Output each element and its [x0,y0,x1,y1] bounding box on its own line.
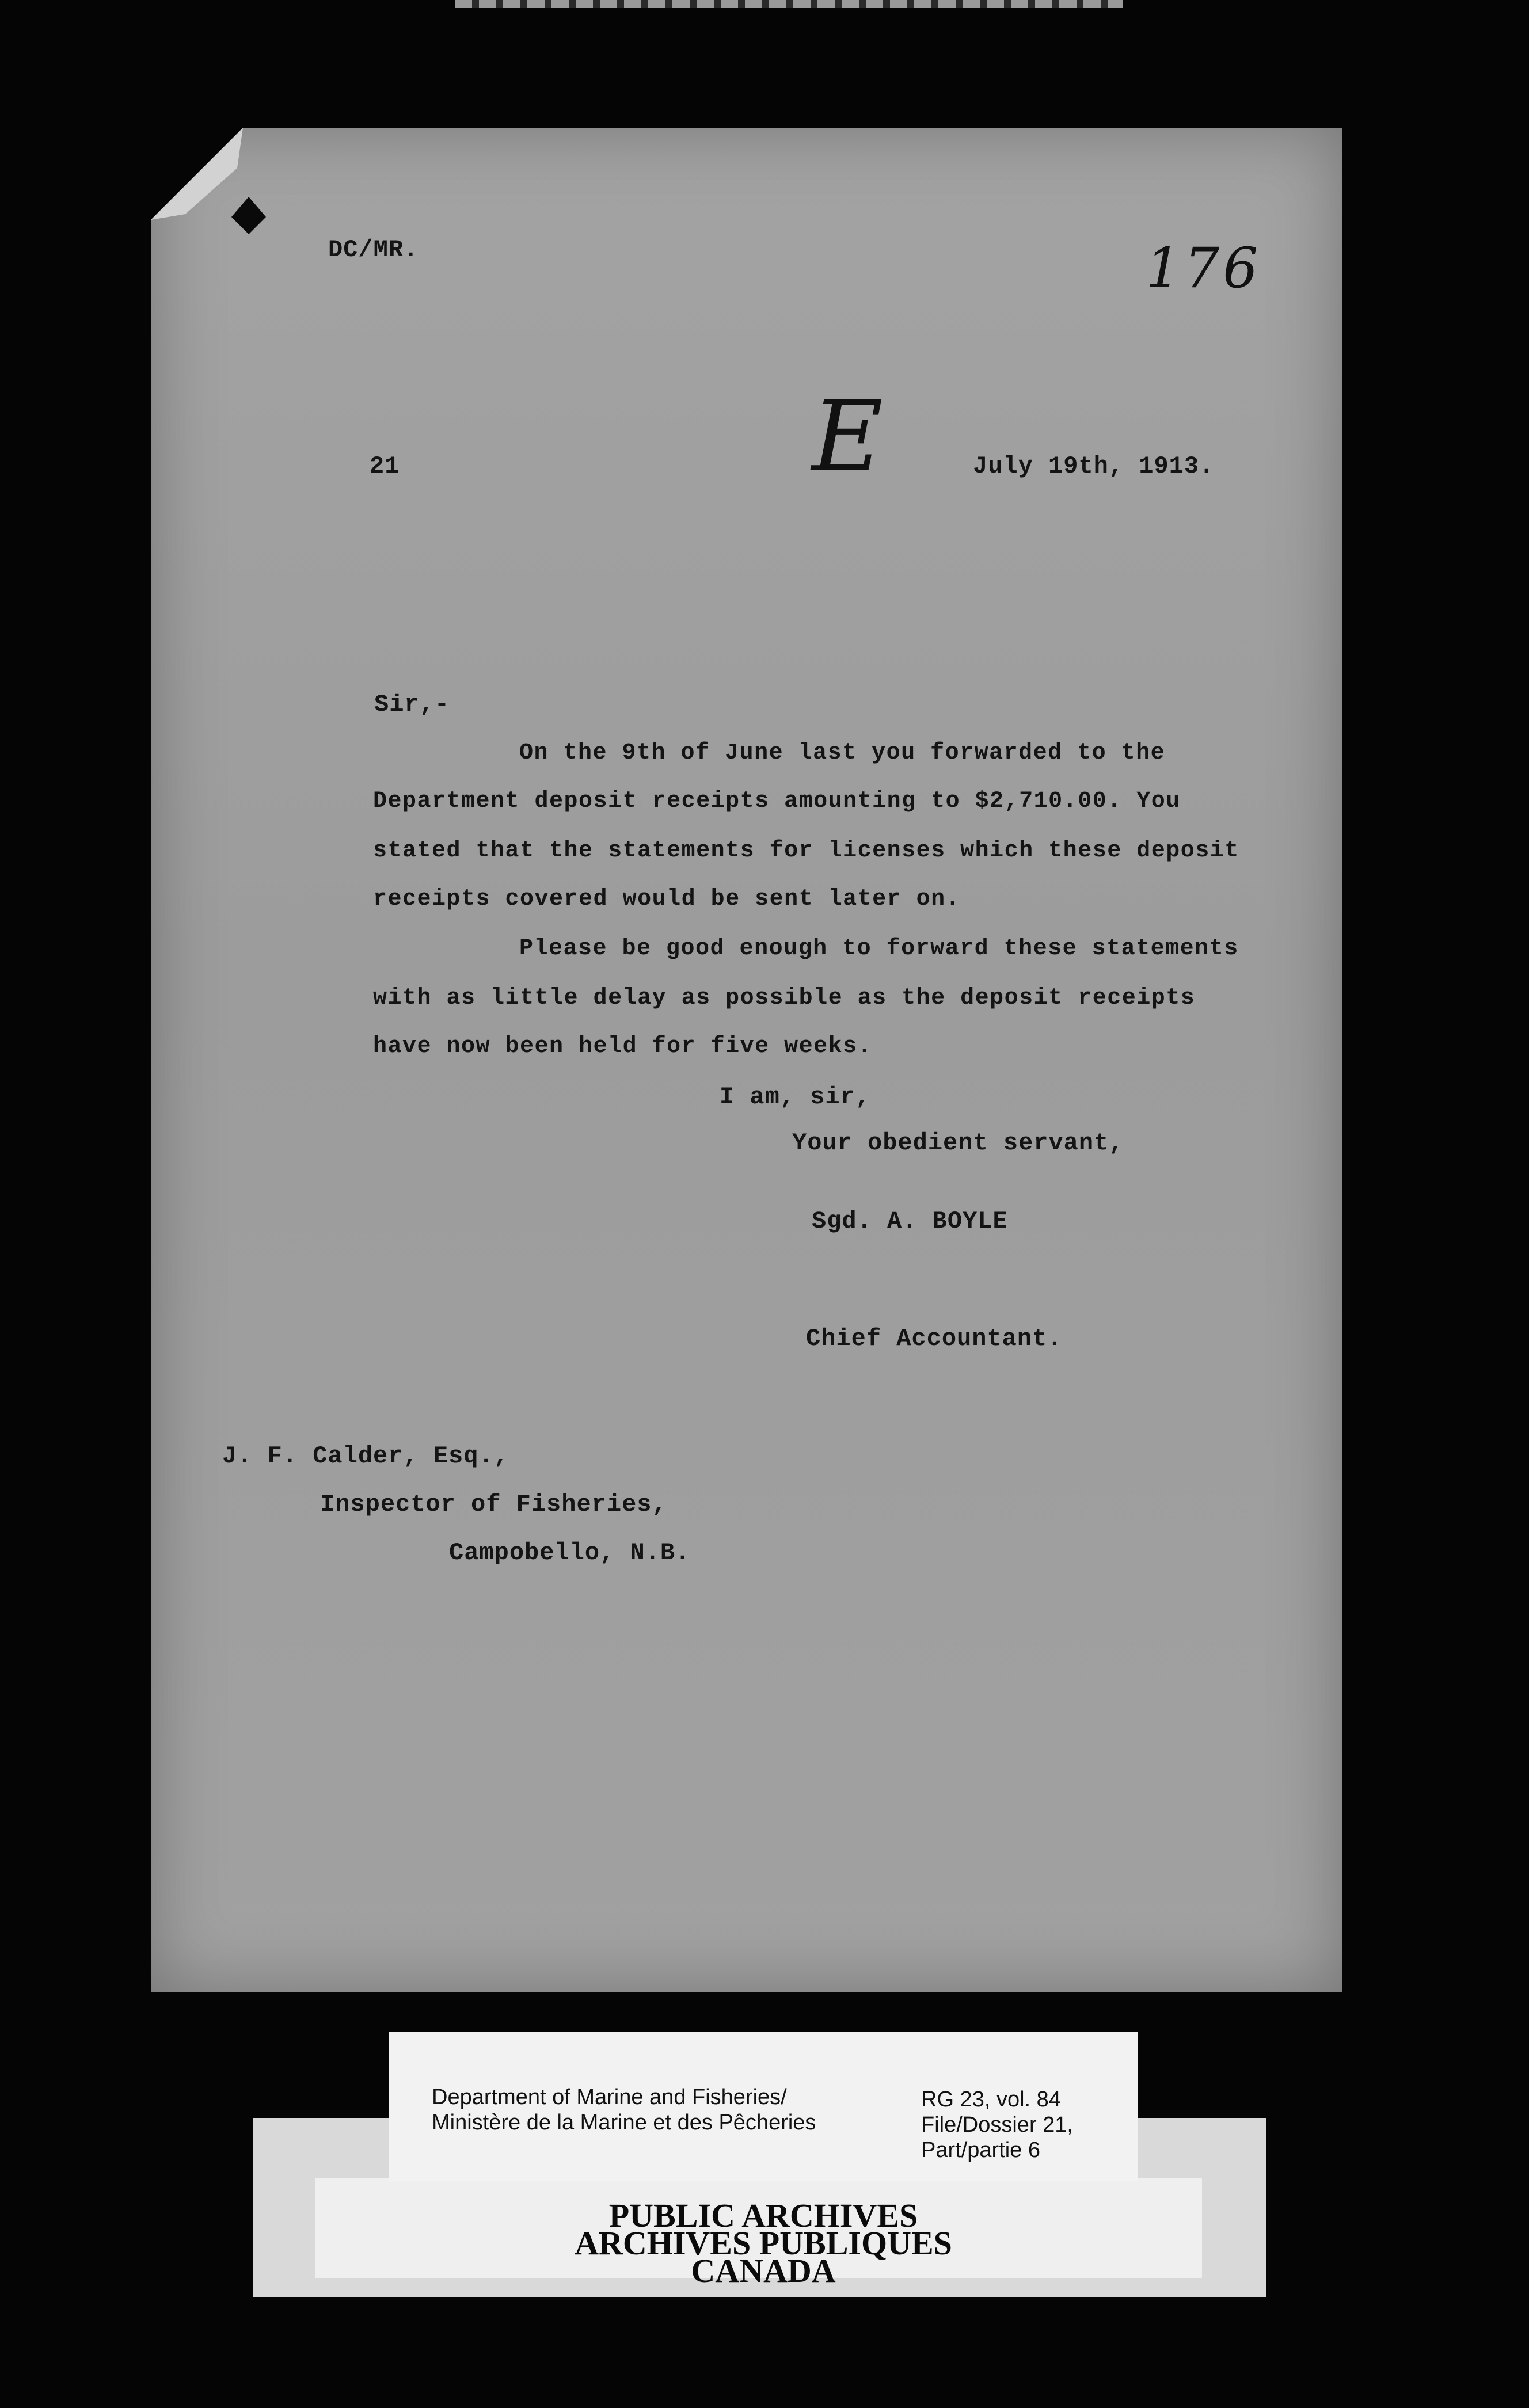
handwritten-page-number: 176 [1146,236,1262,300]
salutation: Sir,- [374,691,450,718]
stamp-line-public-archives: PUBLIC ARCHIVES [608,2197,918,2234]
part-reference: Part/partie 6 [921,2138,1040,2162]
letter-date: July 19th, 1913. [973,452,1215,480]
body-line: receipts covered would be sent later on. [373,886,961,912]
signature: Sgd. A. BOYLE [812,1207,1008,1235]
department-english: Department of Marine and Fisheries/ [432,2085,787,2109]
addressee-name: J. F. Calder, Esq., [222,1442,509,1470]
addressee-title: Inspector of Fisheries, [320,1491,667,1518]
letter-reference: DC/MR. [328,236,419,264]
body-line: have now been held for five weeks. [373,1034,873,1060]
file-number: 21 [370,452,400,480]
file-reference: File/Dossier 21, [921,2113,1073,2137]
body-line: Please be good enough to forward these statements [519,936,1239,962]
department-french: Ministère de la Marine et des Pêcheries [432,2110,816,2135]
letter-page [151,128,1342,1992]
stamp-line-canada: CANADA [691,2252,836,2289]
handwritten-mark: E [812,380,887,494]
archive-label [389,2032,1138,2181]
signatory-title: Chief Accountant. [806,1325,1063,1352]
addressee-place: Campobello, N.B. [449,1539,691,1567]
body-line: Department deposit receipts amounting to $2,710.00. You [373,788,1181,814]
record-group: RG 23, vol. 84 [921,2087,1061,2112]
closing-line: Your obedient servant, [792,1129,1124,1157]
body-line: On the 9th of June last you forwarded to the [519,740,1166,766]
body-line: with as little delay as possible as the deposit receipts [373,985,1196,1011]
body-line: stated that the statements for licenses which these deposit [373,838,1239,864]
film-edge-strip [455,0,1123,8]
stamp-line-archives-publiques: ARCHIVES PUBLIQUES [575,2224,952,2262]
folded-corner-icon [151,128,266,243]
closing-line: I am, sir, [720,1083,871,1111]
